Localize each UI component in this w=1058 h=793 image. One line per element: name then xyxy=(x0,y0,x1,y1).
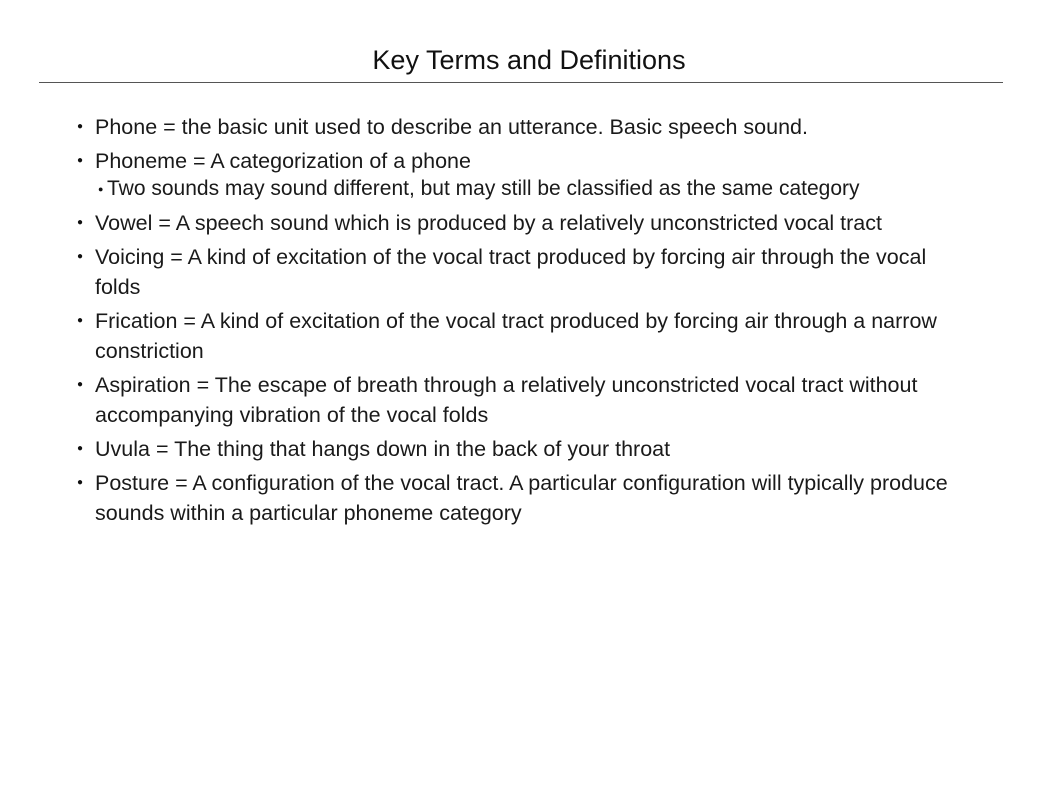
term-text: Phoneme = A categorization of a phone xyxy=(95,149,471,173)
terms-list xyxy=(72,112,972,532)
term-text: Voicing = A kind of excitation of the vocal tract produced by forcing air through the vocal folds xyxy=(95,245,927,299)
term-text: Aspiration = The escape of breath through a relatively unconstricted vocal tract without accompanying vibration of the vocal folds xyxy=(95,373,918,427)
bullet-icon: ● xyxy=(77,477,84,488)
term-text: Vowel = A speech sound which is produced by a relatively unconstricted vocal tract xyxy=(95,211,882,235)
list-item-phoneme xyxy=(72,146,972,204)
term-text: Frication = A kind of excitation of the vocal tract produced by forcing air through a narrow constriction xyxy=(95,309,937,363)
bullet-icon: ● xyxy=(77,121,84,132)
bullet-icon: ● xyxy=(98,184,104,194)
list-item-posture xyxy=(72,468,972,528)
term-text: Phone = the basic unit used to describe an utterance. Basic speech sound. xyxy=(95,115,808,139)
slide-title: Key Terms and Definitions xyxy=(372,45,686,75)
bullet-icon: ● xyxy=(77,251,84,262)
list-item-aspiration xyxy=(72,370,972,430)
sub-term-text: Two sounds may sound different, but may still be classified as the same category xyxy=(107,177,860,200)
bullet-icon: ● xyxy=(77,217,84,228)
bullet-icon: ● xyxy=(77,315,84,326)
list-item-phone xyxy=(72,112,972,142)
term-text: Uvula = The thing that hangs down in the back of your throat xyxy=(95,437,671,461)
list-item-uvula xyxy=(72,434,972,464)
list-item-voicing xyxy=(72,242,972,302)
title-divider xyxy=(39,82,1003,83)
sub-list xyxy=(95,174,972,204)
bullet-icon: ● xyxy=(77,443,84,454)
sub-list-item xyxy=(95,174,972,204)
list-item-frication xyxy=(72,306,972,366)
list-item-vowel xyxy=(72,208,972,238)
bullet-icon: ● xyxy=(77,379,84,390)
bullet-icon: ● xyxy=(77,155,84,166)
term-text: Posture = A configuration of the vocal tract. A particular configuration will typically produce sounds within a particular phoneme category xyxy=(95,471,948,525)
